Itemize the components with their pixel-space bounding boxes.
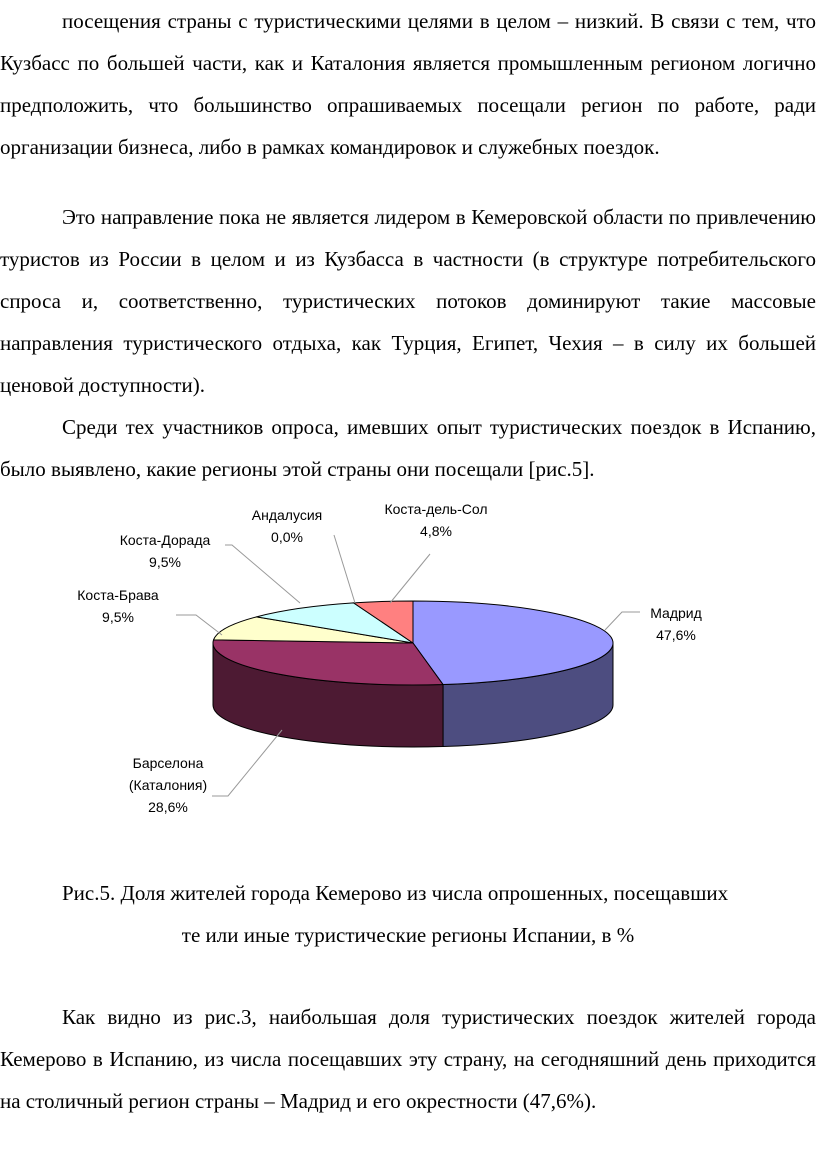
figure-caption-line-1: Рис.5. Доля жителей города Кемерово из числа опрошенных, посещавших: [62, 881, 729, 905]
leader-line-4: [334, 535, 355, 603]
leader-line-5: [390, 554, 430, 603]
slice-label-4: Андалусия 0,0%: [251, 507, 323, 545]
slice-label-2: Коста-Брава 9,5%: [77, 587, 159, 625]
leader-line-2: [176, 615, 222, 635]
leader-line-0: [605, 612, 640, 630]
paragraph-3: Среди тех участников опроса, имевших опыт туристических поездок в Испанию, было выявлено, какие регионы этой страны они посещали [рис.5].: [0, 415, 816, 481]
slice-label-5: Коста-дель-Сол 4,8%: [384, 501, 488, 539]
paragraph-4: Как видно из рис.3, наибольшая доля туристических поездок жителей города Кемерово в Испанию, из числа посещавших эту страну, на сегодняшний день приходится на столичный регион страны – Мадрид и его окрестности (47,6%).: [0, 1005, 816, 1113]
paragraph-2: Это направление пока не является лидером в Кемеровской области по привлечению туристов из России в целом и из Кузбасса в частности (в структуре потребительского спроса и, соответственно, туристических потоков доминируют такие массовые направления туристического отдыха, как Турция, Египет, Чехия – в силу их большей ценовой доступности).: [0, 205, 816, 397]
slice-label-3: Коста-Дорада 9,5%: [119, 532, 211, 570]
slice-label-1: Барселона (Каталония) 28,6%: [128, 755, 208, 815]
slice-label-0: Мадрид 47,6%: [650, 605, 702, 643]
leader-line-1: [212, 730, 282, 796]
leader-line-3: [225, 545, 300, 603]
pie-chart: [0, 490, 816, 840]
figure-caption-line-2: те или иные туристические регионы Испании, в %: [181, 923, 635, 947]
paragraph-1: посещения страны с туристическими целями в целом – низкий. В связи с тем, что Кузбасс по большей части, как и Каталония является промышленным регионом логично предположить, что большинство опрашиваемых посещали регион по работе, ради организации бизнеса, либо в рамках командировок и служебных поездок.: [0, 9, 816, 159]
